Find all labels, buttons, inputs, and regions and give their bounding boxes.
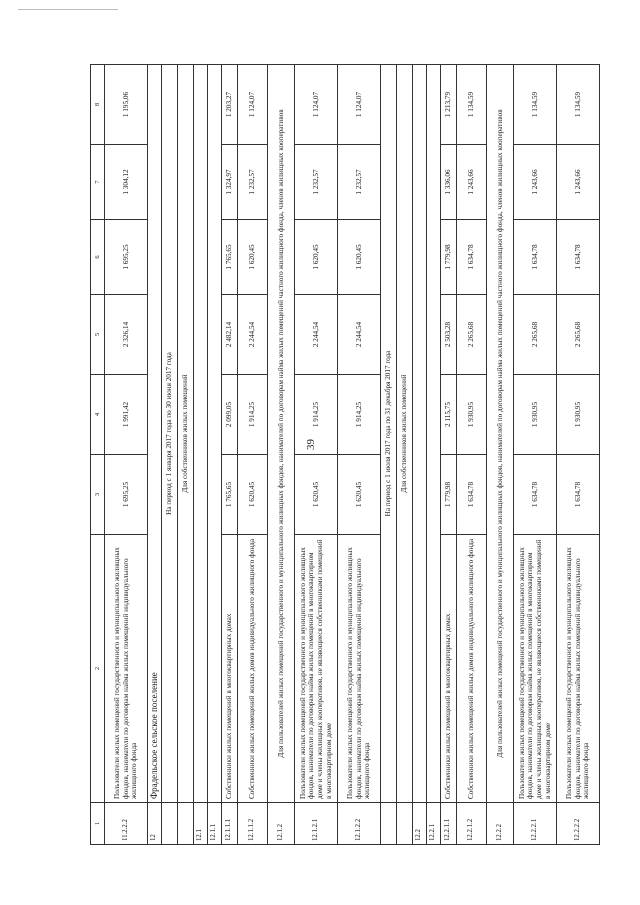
tariff-value: 2 265,68 — [557, 295, 600, 375]
row-description: Собственники жилых помещений в многоквартирных домах — [441, 535, 457, 803]
tariff-value: 1 232,57 — [238, 145, 268, 220]
tariff-value: 1 620,45 — [295, 220, 338, 295]
table-row — [238, 65, 268, 845]
row-description: Собственники жилых помещений в многоквартирных домах — [222, 535, 238, 803]
period-label: На период с 1 января 2017 года по 30 июня 2017 года — [162, 65, 178, 803]
row-code: 12.2.2.2 — [557, 803, 600, 845]
tariff-value: 1 695,25 — [105, 220, 148, 295]
tariff-value: 1 779,98 — [441, 455, 457, 535]
tariff-value: 1 930,95 — [457, 375, 487, 455]
empty-cell — [208, 65, 222, 803]
tariff-value: 1 195,06 — [105, 65, 148, 145]
tariff-value: 1 634,78 — [514, 220, 557, 295]
row-description: Пользователи жилых помещений государственного и муниципального жилищных фондов, наниматели по договорам найма жилых помещений индивидуального жилищного фонда — [338, 535, 381, 803]
tariff-value: 1 620,45 — [338, 220, 381, 295]
table-body — [91, 65, 600, 845]
settlement-title: Фрадельское сельское поселение — [148, 65, 162, 803]
table-row — [194, 65, 208, 845]
row-code: 12.1 — [194, 803, 208, 845]
tariff-value: 1 634,78 — [557, 220, 600, 295]
column-header: 7 — [91, 145, 105, 220]
row-code: 12.1.2.1 — [295, 803, 338, 845]
subgroup-label: Для собственников жилых помещений — [178, 65, 194, 803]
tariff-value: 1 243,66 — [557, 145, 600, 220]
tariff-value: 1 765,65 — [222, 455, 238, 535]
table-row — [338, 65, 381, 845]
table-row — [268, 65, 295, 845]
tariff-value: 1 203,27 — [222, 65, 238, 145]
tariff-value: 1 620,45 — [295, 455, 338, 535]
subgroup-label: Для собственников жилых помещений — [397, 65, 413, 803]
tariff-value: 1 765,65 — [222, 220, 238, 295]
empty-cell — [194, 65, 208, 803]
tariff-table — [90, 64, 600, 845]
table-row — [208, 65, 222, 845]
tariff-value: 2 326,14 — [105, 295, 148, 375]
tariff-value: 2 503,28 — [441, 295, 457, 375]
row-description: Пользователи жилых помещений государственного и муниципального жилищных фондов, наниматели по договорам найма жилых помещений индивидуального жилищного фонда — [105, 535, 148, 803]
tariff-value: 1 124,07 — [238, 65, 268, 145]
empty-cell — [413, 65, 427, 803]
row-code: 12.2.2 — [487, 803, 514, 845]
row-code: 11.2.2.2 — [105, 803, 148, 845]
tariff-value: 1 930,95 — [514, 375, 557, 455]
rotated-table-wrapper — [90, 65, 600, 845]
period-row — [162, 65, 178, 845]
row-code — [381, 803, 397, 845]
tariff-value: 1 779,98 — [441, 220, 457, 295]
tariff-value: 1 930,95 — [557, 375, 600, 455]
row-code: 12.2.1.2 — [457, 803, 487, 845]
row-code — [162, 803, 178, 845]
tariff-value: 1 124,07 — [338, 65, 381, 145]
tariff-value: 1 134,59 — [557, 65, 600, 145]
row-code — [397, 803, 413, 845]
row-code: 12 — [148, 803, 162, 845]
row-description: Пользователи жилых помещений государственного и муниципального жилищных фондов, наниматели по договорам найма жилых помещений в многоквартирном доме и члены жилищных кооперативов, не являющиеся собственниками помещений в многоквартирном доме — [514, 535, 557, 803]
tariff-value: 1 634,78 — [514, 455, 557, 535]
row-code — [178, 803, 194, 845]
tariff-value: 1 914,25 — [238, 375, 268, 455]
tariff-value: 2 244,54 — [238, 295, 268, 375]
row-description: Пользователи жилых помещений государственного и муниципального жилищных фондов, наниматели по договорам найма жилых помещений индивидуального жилищного фонда — [557, 535, 600, 803]
tariff-value: 1 991,42 — [105, 375, 148, 455]
section-heading: Для пользователей жилых помещений государственного и муниципального жилищных фондов, нанимателей по договорам найма жилых помещений частного жилищного фонда, членов жилищных кооперативов — [268, 65, 295, 803]
row-code: 12.1.1 — [208, 803, 222, 845]
tariff-value: 2 115,75 — [441, 375, 457, 455]
period-row — [178, 65, 194, 845]
tariff-value: 2 482,14 — [222, 295, 238, 375]
table-row — [222, 65, 238, 845]
row-description: Собственники жилых помещений жилых домов индивидуального жилищного фонда — [238, 535, 268, 803]
header-row — [91, 65, 105, 845]
tariff-value: 1 336,06 — [441, 145, 457, 220]
row-description: Собственники жилых помещений жилых домов индивидуального жилищного фонда — [457, 535, 487, 803]
tariff-value: 1 243,66 — [457, 145, 487, 220]
tariff-value: 1 914,25 — [338, 375, 381, 455]
table-row — [427, 65, 441, 845]
column-header: 2 — [91, 535, 105, 803]
tariff-value: 1 620,45 — [238, 455, 268, 535]
tariff-value: 1 243,66 — [514, 145, 557, 220]
tariff-value: 1 914,25 — [295, 375, 338, 455]
row-code: 12.1.1.2 — [238, 803, 268, 845]
tariff-value: 2 099,05 — [222, 375, 238, 455]
column-header: 6 — [91, 220, 105, 295]
column-header: 5 — [91, 295, 105, 375]
row-code: 12.2.1 — [427, 803, 441, 845]
period-row — [381, 65, 397, 845]
tariff-value: 1 634,78 — [557, 455, 600, 535]
column-header: 3 — [91, 455, 105, 535]
table-row — [557, 65, 600, 845]
table-row — [105, 65, 148, 845]
tariff-value: 1 124,07 — [295, 65, 338, 145]
table-row — [413, 65, 427, 845]
tariff-value: 1 232,57 — [338, 145, 381, 220]
tariff-value: 1 695,25 — [105, 455, 148, 535]
period-label: На период с 1 июля 2017 года по 31 декабря 2017 года — [381, 65, 397, 803]
column-header: 1 — [91, 803, 105, 845]
tariff-value: 1 213,79 — [441, 65, 457, 145]
row-code: 12.2.1.1 — [441, 803, 457, 845]
table-row — [441, 65, 457, 845]
empty-cell — [427, 65, 441, 803]
table-row — [514, 65, 557, 845]
section-heading: Для пользователей жилых помещений государственного и муниципального жилищных фондов, нанимателей по договорам найма жилых помещений частного жилищного фонда, членов жилищных кооперативов — [487, 65, 514, 803]
table-row — [148, 65, 162, 845]
tariff-value: 1 324,97 — [222, 145, 238, 220]
tariff-value: 2 265,68 — [457, 295, 487, 375]
tariff-value: 2 265,68 — [514, 295, 557, 375]
table-row — [487, 65, 514, 845]
table-row — [457, 65, 487, 845]
tariff-value: 1 620,45 — [238, 220, 268, 295]
row-code: 12.1.2 — [268, 803, 295, 845]
tariff-value: 1 134,59 — [514, 65, 557, 145]
tariff-value: 1 134,59 — [457, 65, 487, 145]
column-header: 8 — [91, 65, 105, 145]
row-code: 12.1.2.2 — [338, 803, 381, 845]
top-rule — [18, 9, 118, 10]
tariff-value: 1 634,78 — [457, 220, 487, 295]
row-description: Пользователи жилых помещений государственного и муниципального жилищных фондов, наниматели по договорам найма жилых помещений в многоквартирном доме и члены жилищных кооперативов, не являющиеся собственниками помещений в многоквартирном доме — [295, 535, 338, 803]
table-row — [295, 65, 338, 845]
tariff-value: 1 304,12 — [105, 145, 148, 220]
tariff-value: 1 620,45 — [338, 455, 381, 535]
row-code: 12.2 — [413, 803, 427, 845]
tariff-value: 1 634,78 — [457, 455, 487, 535]
row-code: 12.2.2.1 — [514, 803, 557, 845]
tariff-value: 2 244,54 — [338, 295, 381, 375]
tariff-value: 1 232,57 — [295, 145, 338, 220]
tariff-value: 2 244,54 — [295, 295, 338, 375]
column-header: 4 — [91, 375, 105, 455]
row-code: 12.1.1.1 — [222, 803, 238, 845]
period-row — [397, 65, 413, 845]
page-number: 39 — [305, 439, 317, 450]
